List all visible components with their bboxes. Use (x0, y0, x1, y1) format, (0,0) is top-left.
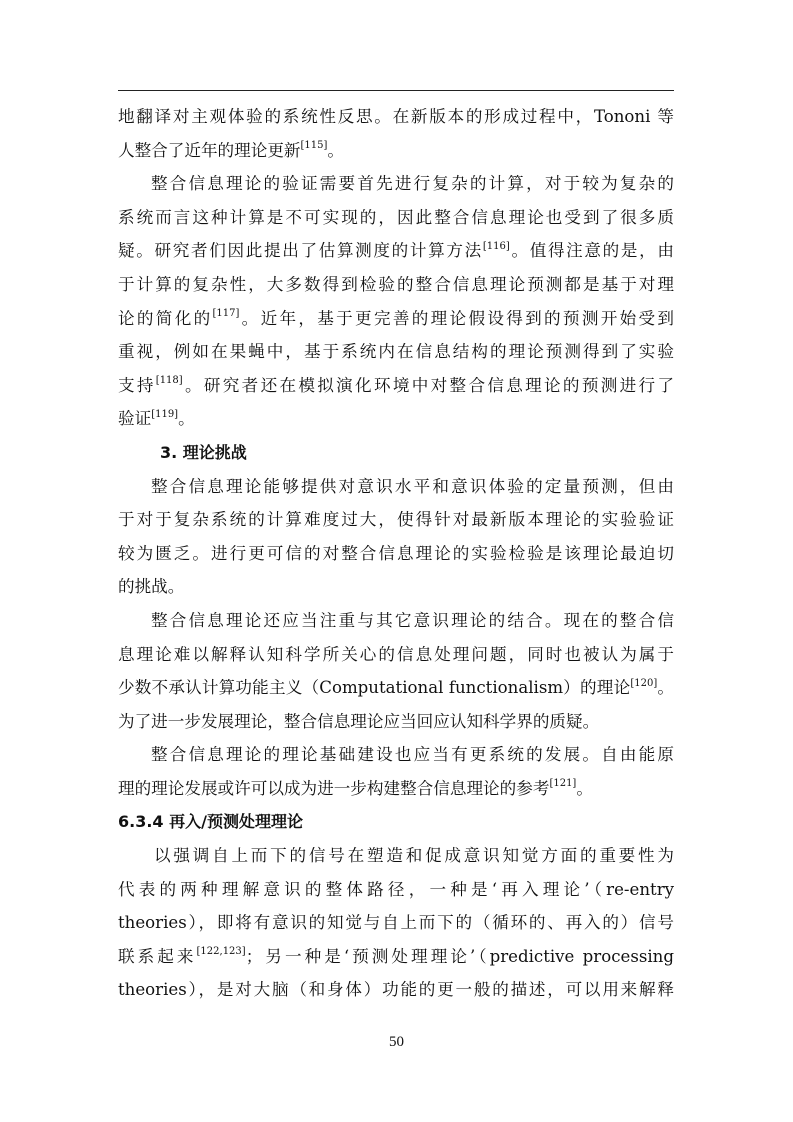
text-line: 系统而言这种计算是不可实现的，因此整合信息理论也受到了很多质 (118, 207, 674, 227)
citation: [118] (155, 375, 183, 387)
citation: [122,123] (196, 946, 246, 958)
text-line: 整合信息理论还应当注重与其它意识理论的结合。现在的整合信 (151, 610, 674, 630)
text-line: 整合信息理论的验证需要首先进行复杂的计算，对于较为复杂的 (151, 174, 674, 194)
text-line: 于计算的复杂性，大多数得到检验的整合信息理论预测都是基于对理 (118, 274, 674, 294)
text-line: 论的简化的[117]。近年，基于更完善的理论假设得到的预测开始受到 (118, 308, 674, 328)
text-line: theories），是对大脑（和身体）功能的更一般的描述，可以用来解释 (118, 980, 674, 1000)
text-line: 重视，例如在果蝇中，基于系统内在信息结构的理论预测得到了实验 (118, 342, 674, 362)
text-line: 验证[119]。 (118, 408, 195, 429)
citation: [116] (482, 240, 510, 252)
citation: [117] (212, 308, 240, 320)
text-line: 整合信息理论的理论基础建设也应当有更系统的发展。自由能原 (151, 745, 674, 765)
text-line: 疑。研究者们因此提出了估算测度的计算方法[116]。值得注意的是，由 (118, 240, 674, 261)
body-text (118, 100, 674, 1007)
text-line: 少数不承认计算功能主义（Computational functionalism）的理论[120]。 (118, 677, 674, 698)
citation: [119] (151, 408, 179, 420)
text-line: 联系起来[122,123]；另一种是‘预测处理理论’（predictive processing (118, 946, 674, 966)
text-line: 为了进一步发展理论，整合信息理论应当回应认知科学界的质疑。 (118, 711, 600, 731)
header-rule (118, 90, 674, 91)
page-number: 50 (389, 1034, 404, 1050)
text-line: 较为匮乏。进行更可信的对整合信息理论的实验检验是该理论最迫切 (118, 543, 674, 563)
citation: [121] (549, 778, 577, 790)
text-line: 理的理论发展或许可以成为进一步构建整合信息理论的参考[121]。 (118, 778, 593, 798)
section-heading: 3. 理论挑战 (160, 442, 247, 462)
text-line: 以强调自上而下的信号在塑造和促成意识知觉方面的重要性为 (154, 846, 674, 866)
text-line: 地翻译对主观体验的系统性反思。在新版本的形成过程中，Tononi 等 (118, 107, 674, 126)
citation: [115] (300, 140, 328, 152)
text-line: 整合信息理论能够提供对意识水平和意识体验的定量预测，但由 (151, 476, 674, 496)
subsection-heading: 6.3.4 再入/预测处理理论 (118, 812, 303, 832)
text-line: theories），即将有意识的知觉与自上而下的（循环的、再入的）信号 (118, 913, 674, 933)
text-line: 于对于复杂系统的计算难度过大，使得针对最新版本理论的实验验证 (118, 510, 674, 530)
text-line: 息理论难以解释认知科学所关心的信息处理问题，同时也被认为属于 (118, 644, 674, 664)
text-line: 代表的两种理解意识的整体路径，一种是‘再入理论’（re-entry (118, 879, 674, 899)
text-line: 的挑战。 (118, 577, 185, 597)
citation: [120] (630, 677, 658, 689)
text-line: 人整合了近年的理论更新[115]。 (118, 140, 345, 160)
text-line: 支持[118]。研究者还在模拟演化环境中对整合信息理论的预测进行了 (118, 375, 674, 395)
